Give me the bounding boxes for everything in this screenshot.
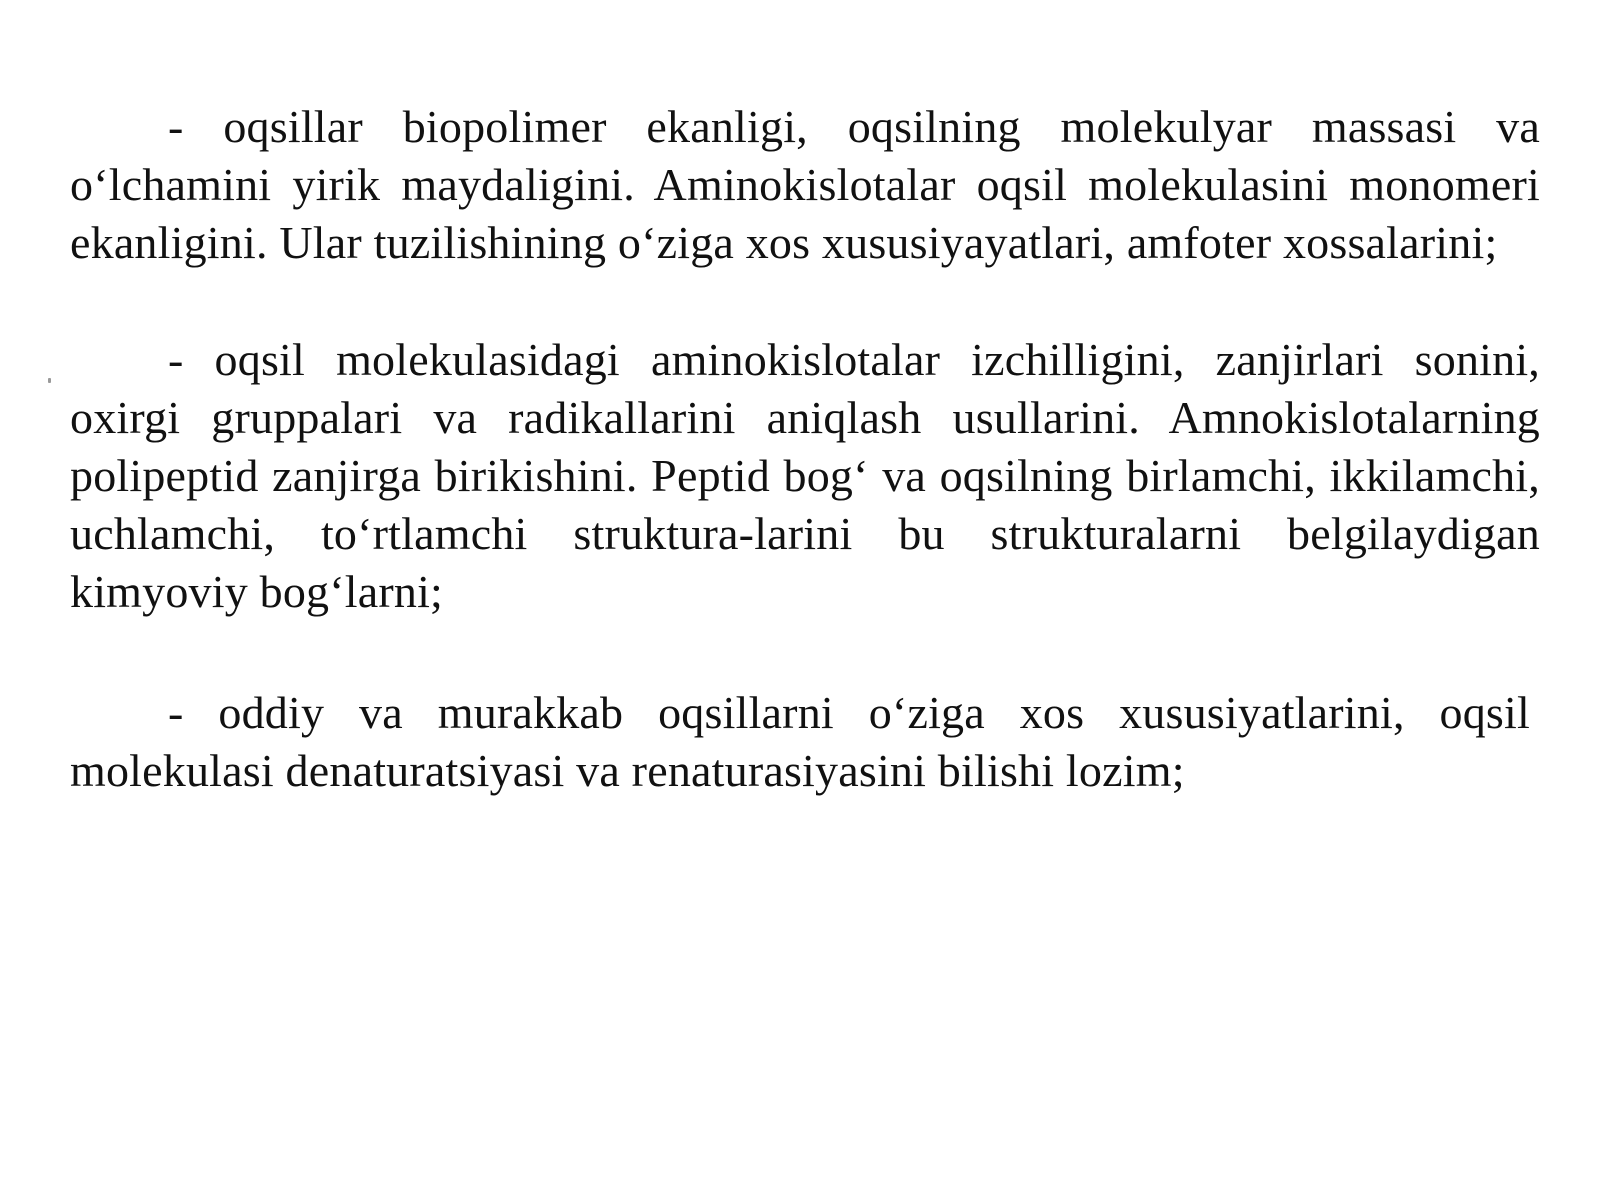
paragraph-1: - oqsillar biopolimer ekanligi, oqsilning molekulyar massasi va o‘lchamini yirik maydaligini. Aminokislotalar oqsil molekulasini monomeri ekanligini. Ular tuzilishining o‘ziga xos xususiyayatlari, amfoter xossalarini; [70, 101, 1540, 268]
scan-speck [48, 378, 51, 383]
paragraph-2: - oqsil molekulasidagi aminokislotalar izchilligini, zanjirlari sonini, oxirgi gruppalari va radikallarini aniqlash usullarini. Amnokislotalarning polipeptid zanjirga birikishini. Peptid bog‘ va oqsilning birlamchi, ikkilamchi, uchlamchi, to‘rtlamchi struktura-larini bu strukturalarni belgilaydigan kimyoviy bog‘larni; [70, 334, 1540, 617]
paragraph-3: - oddiy va murakkab oqsillarni o‘ziga xos xususiyatlarini, oqsil molekulasi denaturatsiyasi va renaturasiyasini bilishi lozim; [70, 687, 1530, 796]
